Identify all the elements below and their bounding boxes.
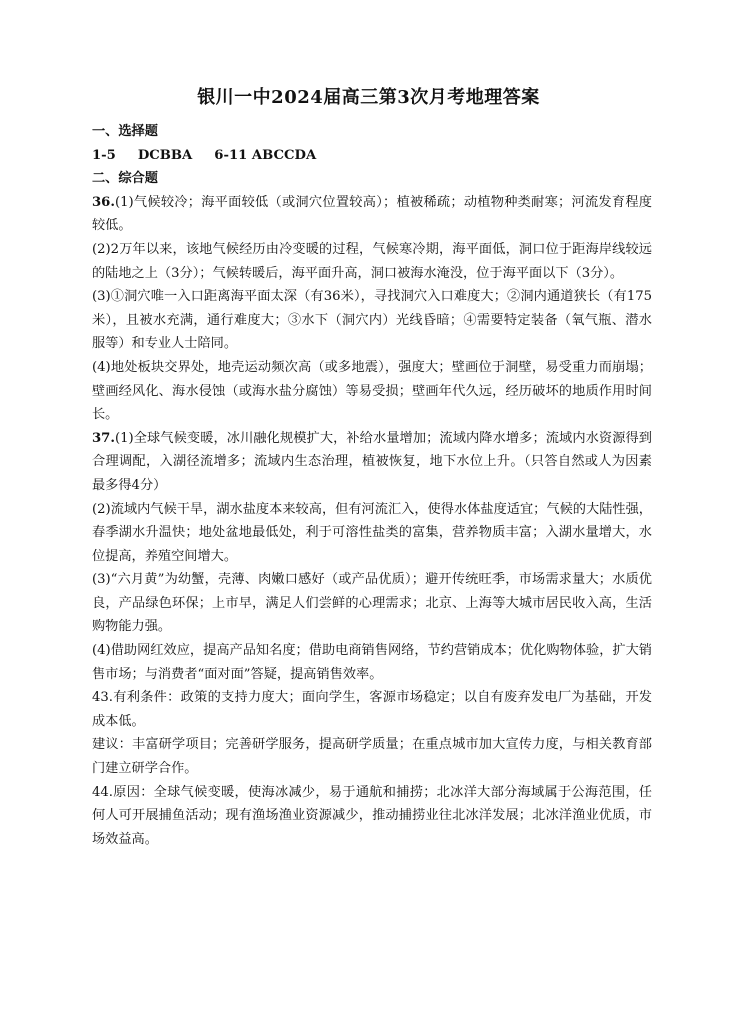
- choice-answers: [92, 144, 652, 168]
- q37-part1: [92, 427, 652, 498]
- section-heading-choice: 一、选择题: [92, 124, 158, 139]
- choice-range-2: 6-11: [214, 147, 248, 163]
- q36-part1: [92, 191, 652, 238]
- q36-part4: (4)地处板块交界处，地壳运动频次高（或多地震），强度大；壁画位于洞壁，易受重力而崩塌；壁画经风化、海水侵蚀（或海水盐分腐蚀）等易受损；壁画年代久远，经历破坏的地质作用时间长。: [92, 359, 652, 423]
- q43-suggestions: 建议：丰富研学项目；完善研学服务，提高研学质量；在重点城市加大宣传力度，与相关教育部门建立研学合作。: [92, 737, 652, 777]
- page-title: 银川一中2024届高三第3次月考地理答案: [197, 87, 540, 108]
- q36-number: 36.: [92, 194, 115, 210]
- q37-part1-text: (1)全球气候变暖，冰川融化规模扩大，补给水量增加；流域内降水增多；流域内水资源得到合理调配，入湖径流增多；流域内生态治理，植被恢复，地下水位上升。（只答自然或人为因素最多得4分）: [92, 430, 652, 493]
- q36-part1-text: (1)气候较冷；海平面较低（或洞穴位置较高）；植被稀疏；动植物种类耐寒；河流发育程度较低。: [92, 194, 652, 234]
- q37-part2: (2)流域内气候干旱，湖水盐度本来较高，但有河流汇入，使得水体盐度适宜；气候的大陆性强，春季湖水升温快；地处盆地最低处，利于可溶性盐类的富集，营养物质丰富；入湖水量增大，水位提高，养殖空间增大。: [92, 501, 652, 564]
- choice-answers-2: ABCCDA: [251, 147, 317, 163]
- q37-part4: (4)借助网红效应，提高产品知名度；借助电商销售网络，节约营销成本；优化购物体验，扩大销售市场；与消费者“面对面”答疑，提高销售效率。: [92, 643, 652, 682]
- q37-number: 37.: [92, 430, 115, 446]
- q36-part2: (2)2万年以来，该地气候经历由冷变暖的过程，气候寒冷期，海平面低，洞口位于距海岸线较远的陆地之上（3分）；气候转暖后，海平面升高，洞口被海水淹没，位于海平面以下（3分）。: [92, 241, 652, 281]
- section-heading-comprehensive: 二、综合题: [92, 171, 158, 187]
- q36-part3: (3)①洞穴唯一入口距离海平面太深（有36米），寻找洞穴入口难度大；②洞内通道狭长（有175米），且被水充满，通行难度大；③水下（洞穴内）光线昏暗；④需要特定装备（氧气瓶、潜水服等）和专业人士陪同。: [92, 289, 652, 352]
- choice-range-1: 1-5: [92, 147, 116, 163]
- choice-answers-1: DCBBA: [137, 147, 193, 163]
- q44-reasons: 44.原因：全球气候变暖，使海冰减少，易于通航和捕捞；北冰洋大部分海域属于公海范围，任何人可开展捕鱼活动；现有渔场渔业资源减少，推动捕捞业往北冰洋发展；北冰洋渔业优质，市场效益高。: [92, 784, 652, 847]
- q43-conditions: 43.有利条件：政策的支持力度大；面向学生，客源市场稳定；以自有废弃发电厂为基础，开发成本低。: [92, 690, 652, 729]
- q37-part3: (3)“六月黄”为幼蟹，壳薄、肉嫩口感好（或产品优质）；避开传统旺季，市场需求量大；水质优良，产品绿色环保；上市早，满足人们尝鲜的心理需求；北京、上海等大城市居民收入高，生活购物能力强。: [92, 572, 652, 635]
- answer-content: [92, 120, 652, 851]
